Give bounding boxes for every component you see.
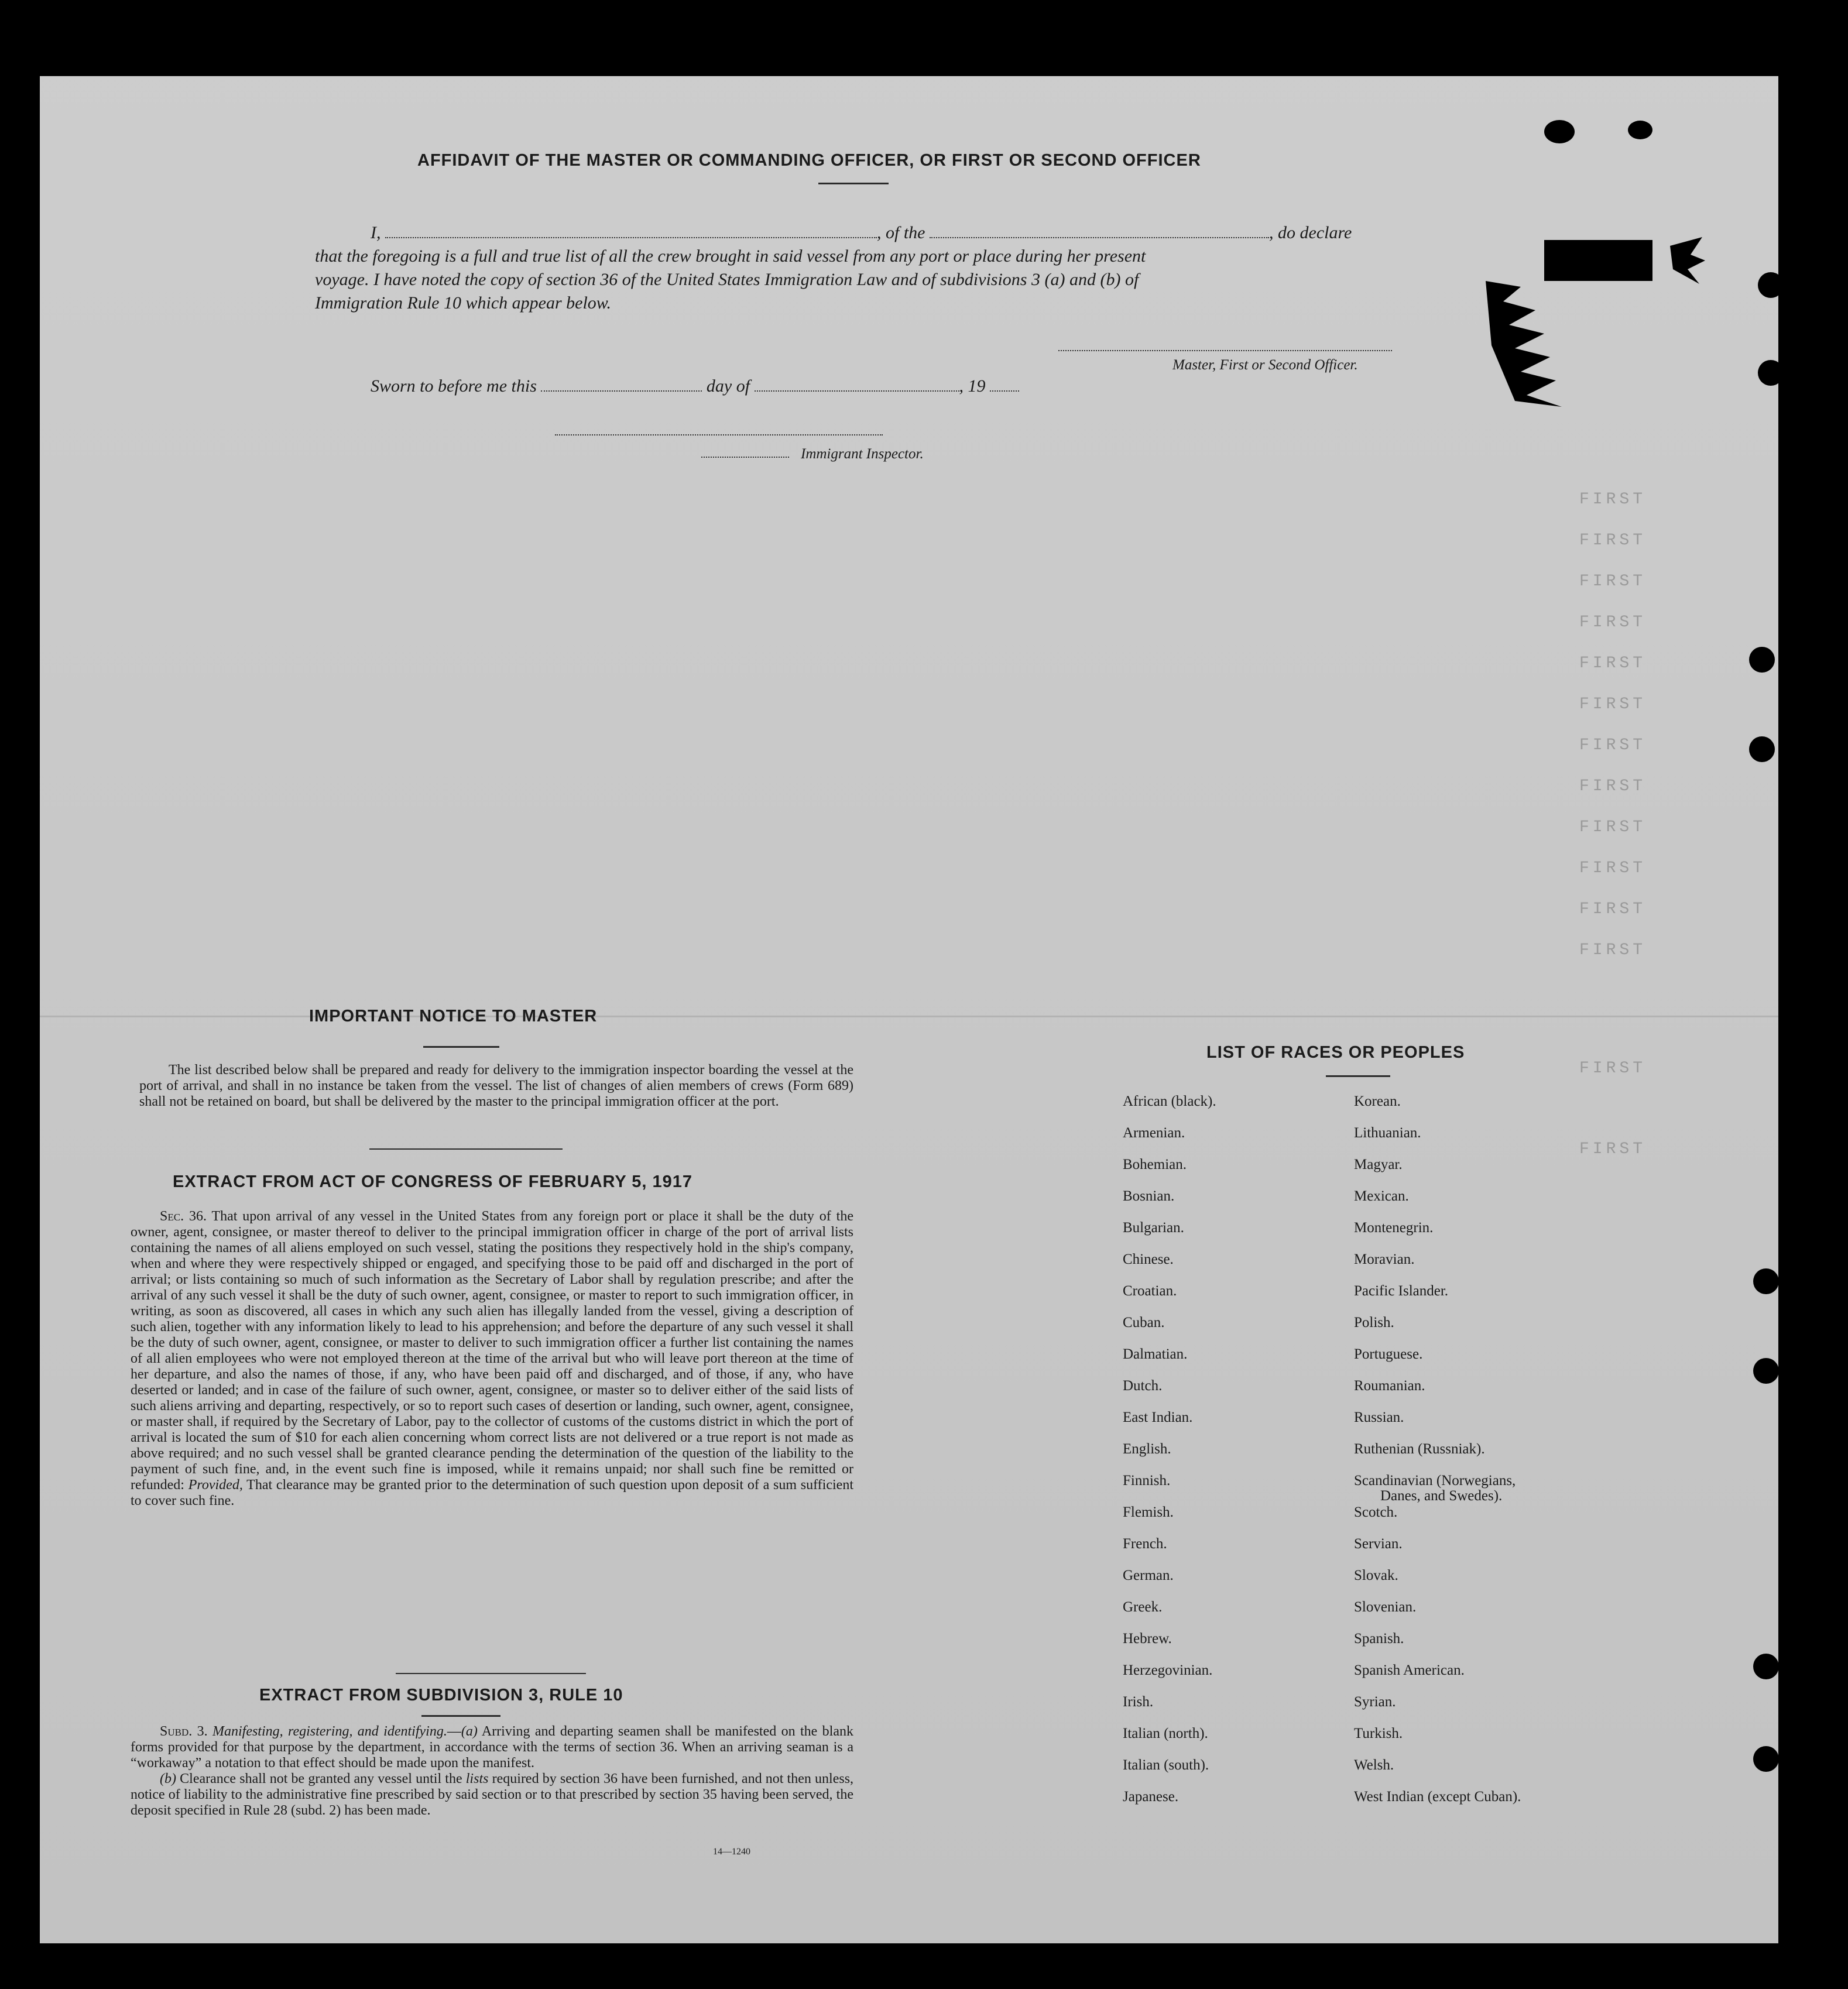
race-right-item: Slovak. [1354,1568,1398,1583]
bleed-row: FIRST [1579,572,1647,591]
b-lists: lists [465,1771,489,1786]
bleed-row: FIRST [1579,736,1647,755]
inspector-signature-line-2[interactable] [701,457,789,458]
punch-hole [1758,360,1784,386]
punch-hole [1753,1654,1779,1679]
race-left-item: Bosnian. [1123,1188,1175,1204]
affidavit-line-1 [371,221,1352,245]
notice-title-rule [423,1046,499,1048]
b-text-1: Clearance shall not be granted any vessel until the [180,1771,462,1786]
race-left-item: Greek. [1123,1599,1163,1615]
form-sheet [40,76,1778,1943]
race-right-item: Russian. [1354,1410,1404,1425]
rule-para-a: Subd. 3. Manifesting, registering, and identifying.—(a) Arriving and departing seamen shall be manifested on the blank forms provided for that purpose by the department, in accordance with the terms of section 36. When an arriving seaman is a “workaway” a notation to that effect should be made upon the manifest. [131,1724,853,1771]
race-left-item: Italian (north). [1123,1726,1208,1741]
race-right-item: Moravian. [1354,1251,1415,1267]
punch-hole [1753,1746,1779,1772]
affidavit-line-3: voyage. I have noted the copy of section 36 of the United States Immigration Law and of subdivisions 3 (a) and (b) of [315,270,1139,289]
bleed-row: FIRST [1579,1059,1647,1078]
sworn-line [371,375,1019,398]
bleed-row: FIRST [1579,941,1647,959]
a-text: Arriving and departing seamen shall be manifested on the blank forms provided for that purpose by the department, in accordance with the terms of section 36. When an arriving seaman is a “workaway” a notation to that effect should be made upon the manifest. [131,1724,853,1771]
extract-rule-title-rule [421,1715,500,1717]
race-right-item-continued: Danes, and Swedes). [1380,1488,1503,1504]
subd-heading: Manifesting, registering, and identifying. [212,1724,447,1739]
race-left-item: English. [1123,1441,1171,1457]
punch-hole [1753,1358,1779,1384]
race-left-item: Bulgarian. [1123,1220,1184,1236]
race-right-item: Portuguese. [1354,1346,1423,1362]
race-right-item: Korean. [1354,1093,1401,1109]
bleed-row: FIRST [1579,1140,1647,1158]
punch-hole [1758,272,1784,298]
declarant-name-field[interactable] [385,224,877,238]
master-signature-caption: Master, First or Second Officer. [1172,357,1358,373]
extract-act-title: EXTRACT FROM ACT OF CONGRESS OF FEBRUARY 5, 1917 [173,1172,693,1191]
races-title: LIST OF RACES OR PEOPLES [1206,1043,1465,1062]
form-code: 14—1240 [713,1847,750,1857]
race-left-item: Italian (south). [1123,1757,1209,1773]
sworn-year-field[interactable] [990,378,1019,392]
punch-hole [1749,647,1775,673]
bleed-row: FIRST [1579,777,1647,795]
seal-fragment-icon [1480,275,1597,421]
race-right-item: Polish. [1354,1315,1394,1330]
race-left-item: Chinese. [1123,1251,1174,1267]
affidavit-line-2: that the foregoing is a full and true list of all the crew brought in said vessel from any port or place during her present [315,246,1146,266]
race-left-item: Hebrew. [1123,1631,1172,1647]
race-left-item: Armenian. [1123,1125,1185,1141]
race-left-item: African (black). [1123,1093,1216,1109]
bleed-row: FIRST [1579,900,1647,918]
notice-text-block [139,1062,853,1110]
notice-end-rule [369,1148,563,1150]
notice-text: The list described below shall be prepared and ready for delivery to the immigration inspector boarding the vessel at the port of arrival, and shall in no instance be taken from the vessel. The list of changes of alien members of crews (Form 689) shall not be retained on board, but shall be delivered by the master to the principal immigration officer at the port. [139,1062,853,1109]
races-title-rule [1326,1075,1390,1077]
race-right-item: Lithuanian. [1354,1125,1421,1141]
sec-text: That upon arrival of any vessel in the United States from any foreign port or place it shall be the duty of the owner, agent, consignee, or master thereof to deliver to the principal immigration officer in charge of the port of arrival lists containing the names of all aliens employed on such vessel, stating the positions they respectively hold in the ship's company, when and where they were respectively shipped or engaged, and specifying those to be paid off and discharged in the port of arrival; or lists containing so much of such information as the Secretary of Labor shall by regulation prescribe; and after the arrival of any such vessel it shall be the duty of such owner, agent, consignee, or master to report to such immigration officer, in writing, as soon as discovered, all cases in which any such alien has illegally landed from the vessel, giving a description of such alien, together with any information likely to lead to his apprehension; and before the departure of any such vessel it shall be the duty of such owner, agent, consignee, or master to deliver to such immigration officer a further list containing the names of all alien employees who were not employed thereon at the time of the arrival but who will leave port thereon at the time of her departure, and also the names of those, if any, who have been paid off and discharged, and of those, if any, who have deserted or landed; and in case of the failure of such owner, agent, consignee, or master so to deliver either of the said lists of such aliens arriving and departing, respectively, or so to report such cases of desertion or landing, such owner, agent, consignee, or master shall, if required by the Secretary of Labor, pay to the collector of customs of the customs district in which the port of arrival is located the sum of $10 for each alien concerning whom correct lists are not delivered or a true report is not made as above required; and no such vessel shall be granted clearance pending the determination of the question of the liability to the payment of such fine, and, in the event such fine is imposed, while it remains unpaid; nor shall such fine be remitted or refunded: [131,1209,854,1493]
punch-hole [1753,1268,1779,1294]
affidavit-i-label: I, [371,223,381,242]
race-left-item: East Indian. [1123,1410,1193,1425]
race-left-item: Herzegovinian. [1123,1662,1213,1678]
sworn-prefix: Sworn to before me this [371,376,537,396]
race-right-item: Servian. [1354,1536,1403,1552]
race-right-item: Ruthenian (Russniak). [1354,1441,1485,1457]
sec-label: Sec. 36. [160,1209,207,1224]
race-left-item: Dalmatian. [1123,1346,1188,1362]
ink-blot [1628,121,1652,139]
extract-act-block [131,1209,853,1509]
sworn-day-field[interactable] [541,378,702,392]
notice-title: IMPORTANT NOTICE TO MASTER [309,1007,598,1026]
inspector-signature-line[interactable] [555,434,883,435]
race-left-item: French. [1123,1536,1167,1552]
race-right-item: Montenegrin. [1354,1220,1434,1236]
race-left-item: Finnish. [1123,1473,1171,1489]
seal-fragment-icon [1667,234,1708,287]
race-right-item: Scandinavian (Norwegians, [1354,1473,1516,1489]
race-left-item: Bohemian. [1123,1157,1187,1172]
affidavit-declare-label: , do declare [1269,223,1352,242]
race-right-item: Welsh. [1354,1757,1394,1773]
bleed-row: FIRST [1579,613,1647,632]
extract-rule-title: EXTRACT FROM SUBDIVISION 3, RULE 10 [259,1686,623,1705]
ink-blot [1544,120,1575,143]
race-right-item: Spanish American. [1354,1662,1465,1678]
race-right-item: Turkish. [1354,1726,1403,1741]
rule-para-b [131,1771,853,1819]
race-right-item: West Indian (except Cuban). [1354,1789,1521,1805]
sworn-month-field[interactable] [755,378,959,392]
race-right-item: Slovenian. [1354,1599,1417,1615]
race-left-item: Dutch. [1123,1378,1163,1394]
affidavit-title-rule [818,183,889,184]
fold-line [40,1016,1778,1017]
race-left-item: German. [1123,1568,1174,1583]
punch-hole [1749,736,1775,762]
sworn-day-label: day of [706,376,750,396]
race-right-item: Spanish. [1354,1631,1404,1647]
vessel-name-field[interactable] [930,224,1269,238]
b-text-2: required by section 36 have been furnished, and not then unless, notice of liability to the administrative fine prescribed by said section or to that prescribed by section 35 having been served, the deposit specified in Rule 28 (subd. 2) has been made. [131,1771,854,1818]
race-left-item: Japanese. [1123,1789,1179,1805]
inspector-caption: Immigrant Inspector. [801,446,924,462]
affidavit-line-4: Immigration Rule 10 which appear below. [315,293,612,313]
race-right-item: Scotch. [1354,1504,1398,1520]
affidavit-of-the-label: , of the [877,223,925,242]
bleed-row: FIRST [1579,531,1647,550]
race-left-item: Croatian. [1123,1283,1177,1299]
bleed-row: FIRST [1579,859,1647,877]
subd-label: Subd. 3. [160,1724,208,1739]
race-right-item: Mexican. [1354,1188,1409,1204]
master-signature-line[interactable] [1058,350,1392,351]
race-right-item: Pacific Islander. [1354,1283,1449,1299]
bleed-row: FIRST [1579,695,1647,714]
bleed-row: FIRST [1579,491,1647,509]
extract-act-text [131,1209,853,1509]
race-left-item: Flemish. [1123,1504,1174,1520]
race-right-item: Roumanian. [1354,1378,1425,1394]
b-label: (b) [160,1771,176,1786]
extract-act-end-rule [396,1673,586,1674]
race-right-item: Magyar. [1354,1157,1403,1172]
bleed-row: FIRST [1579,818,1647,836]
extract-rule-block [131,1724,853,1819]
affidavit-title: AFFIDAVIT OF THE MASTER OR COMMANDING OFFICER, OR FIRST OR SECOND OFFICER [417,151,1201,170]
sworn-year-label: , 19 [959,376,986,396]
race-left-item: Irish. [1123,1694,1154,1710]
bleed-row: FIRST [1579,654,1647,673]
provided-label: Provided, [188,1477,243,1493]
sec-text-end: That clearance may be granted prior to the determination of such question upon deposit of a sum sufficient to cover such fine. [131,1477,853,1508]
race-left-item: Cuban. [1123,1315,1165,1330]
a-label: (a) [461,1724,478,1739]
race-right-item: Syrian. [1354,1694,1396,1710]
